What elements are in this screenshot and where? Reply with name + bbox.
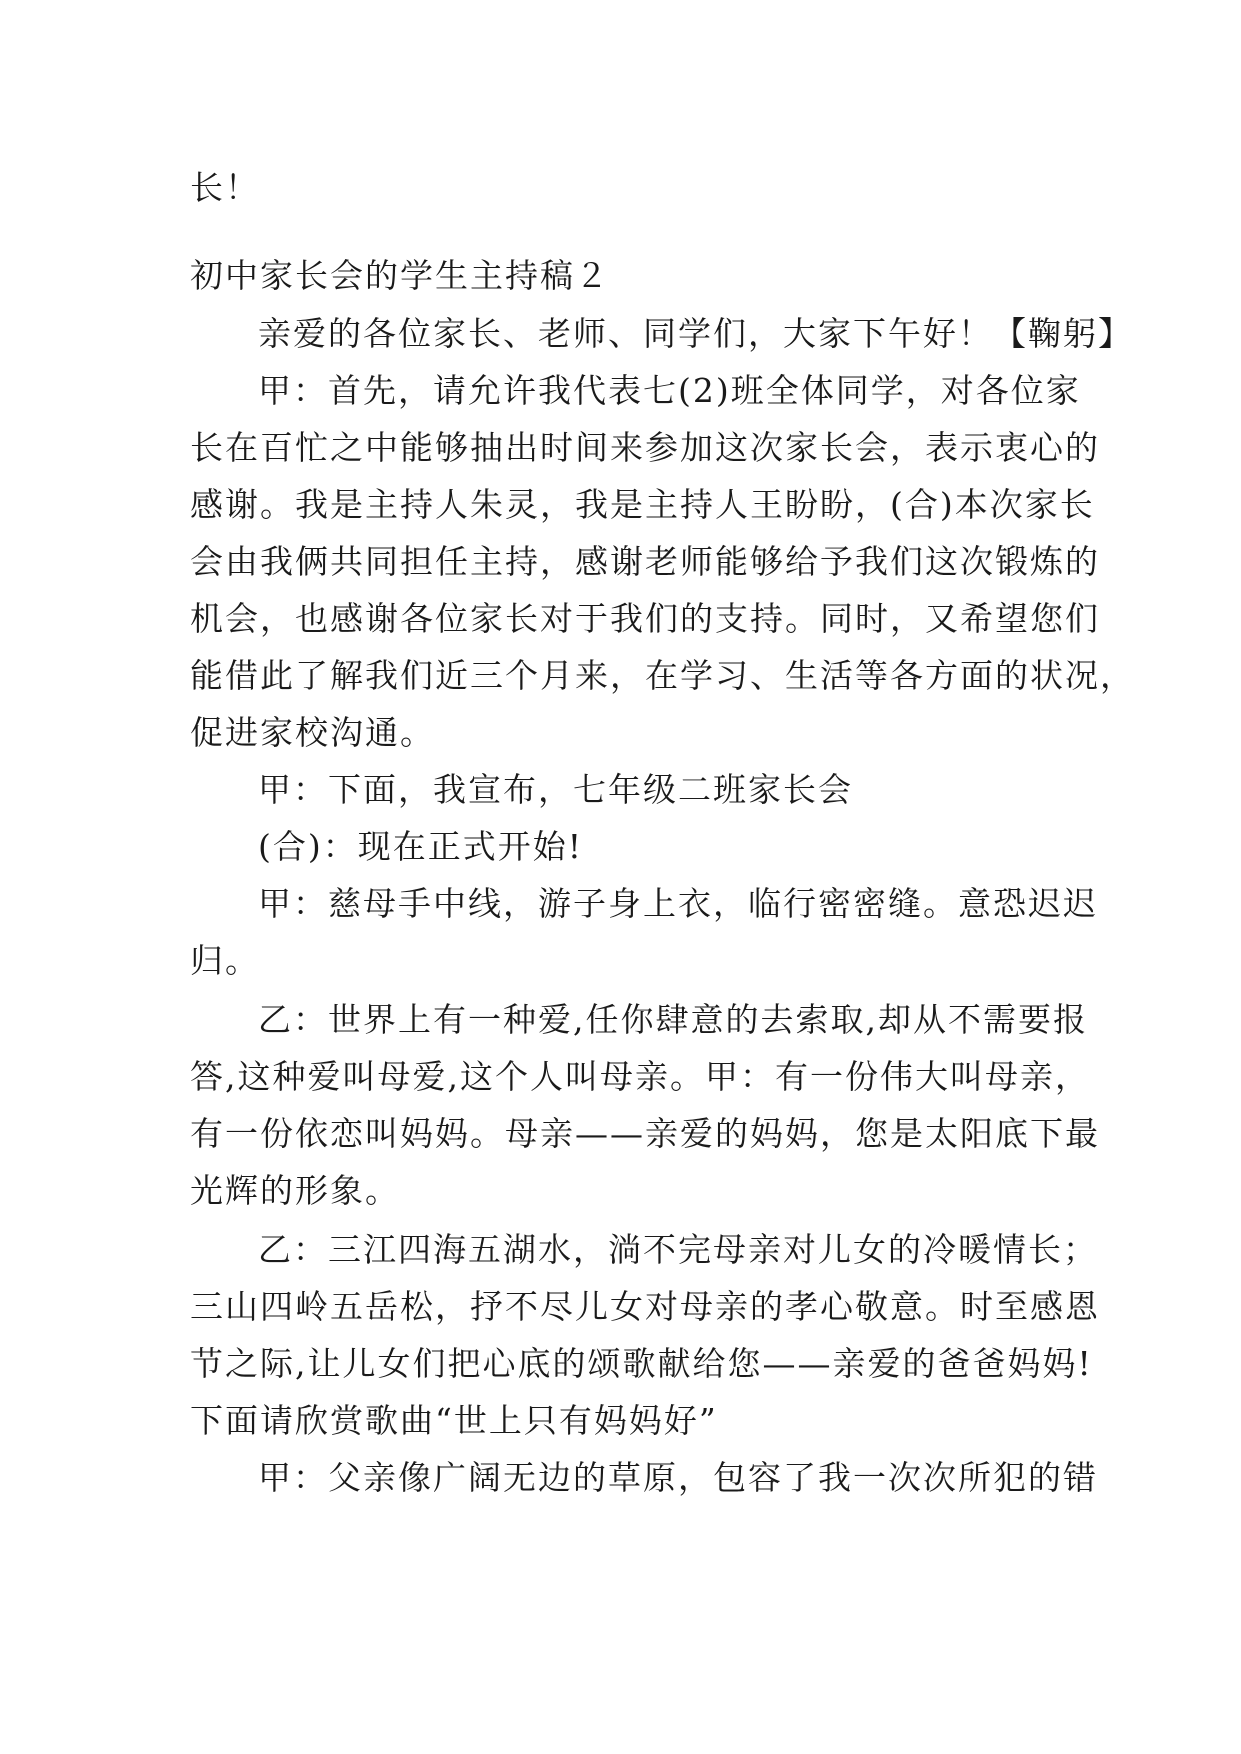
text-line: 机会，也感谢各位家长对于我们的支持。同时，又希望您们	[190, 599, 1100, 638]
text-line: 甲：父亲像广阔无边的草原，包容了我一次次所犯的错	[258, 1458, 1098, 1497]
text-line: 甲：下面，我宣布，七年级二班家长会	[258, 770, 853, 809]
text-line: 归。	[190, 941, 260, 980]
text-line: 长在百忙之中能够抽出时间来参加这次家长会，表示衷心的	[190, 428, 1100, 467]
text-line: 三山四岭五岳松，抒不尽儿女对母亲的孝心敬意。时至感恩	[190, 1287, 1100, 1326]
text-line: 答,这种爱叫母爱,这个人叫母亲。甲：有一份伟大叫母亲，	[190, 1057, 1090, 1096]
text-line: 乙：世界上有一种爱,任你肆意的去索取,却从不需要报	[258, 1000, 1088, 1039]
section-title: 初中家长会的学生主持稿２	[190, 256, 610, 295]
text-line: (合)：现在正式开始!	[258, 827, 584, 866]
text-line: 甲：首先，请允许我代表七(2)班全体同学，对各位家	[258, 371, 1081, 410]
text-line: 光辉的形象。	[190, 1171, 400, 1210]
text-line: 亲爱的各位家长、老师、同学们，大家下午好！【鞠躬】	[258, 314, 1133, 353]
text-line: 会由我俩共同担任主持，感谢老师能够给予我们这次锻炼的	[190, 542, 1100, 581]
text-line: 长！	[190, 168, 260, 207]
text-line: 感谢。我是主持人朱灵，我是主持人王盼盼，(合)本次家长	[190, 485, 1095, 524]
text-line: 乙：三江四海五湖水，淌不完母亲对儿女的冷暖情长；	[258, 1230, 1098, 1269]
text-line: 甲：慈母手中线，游子身上衣，临行密密缝。意恐迟迟	[258, 884, 1098, 923]
text-line: 节之际,让儿女们把心底的颂歌献给您——亲爱的爸爸妈妈!	[190, 1344, 1093, 1383]
text-line: 有一份依恋叫妈妈。母亲——亲爱的妈妈，您是太阳底下最	[190, 1114, 1100, 1153]
text-line: 促进家校沟通。	[190, 713, 435, 752]
text-line: 能借此了解我们近三个月来，在学习、生活等各方面的状况，	[190, 656, 1135, 695]
text-line: 下面请欣赏歌曲“世上只有妈妈好”	[190, 1401, 718, 1440]
